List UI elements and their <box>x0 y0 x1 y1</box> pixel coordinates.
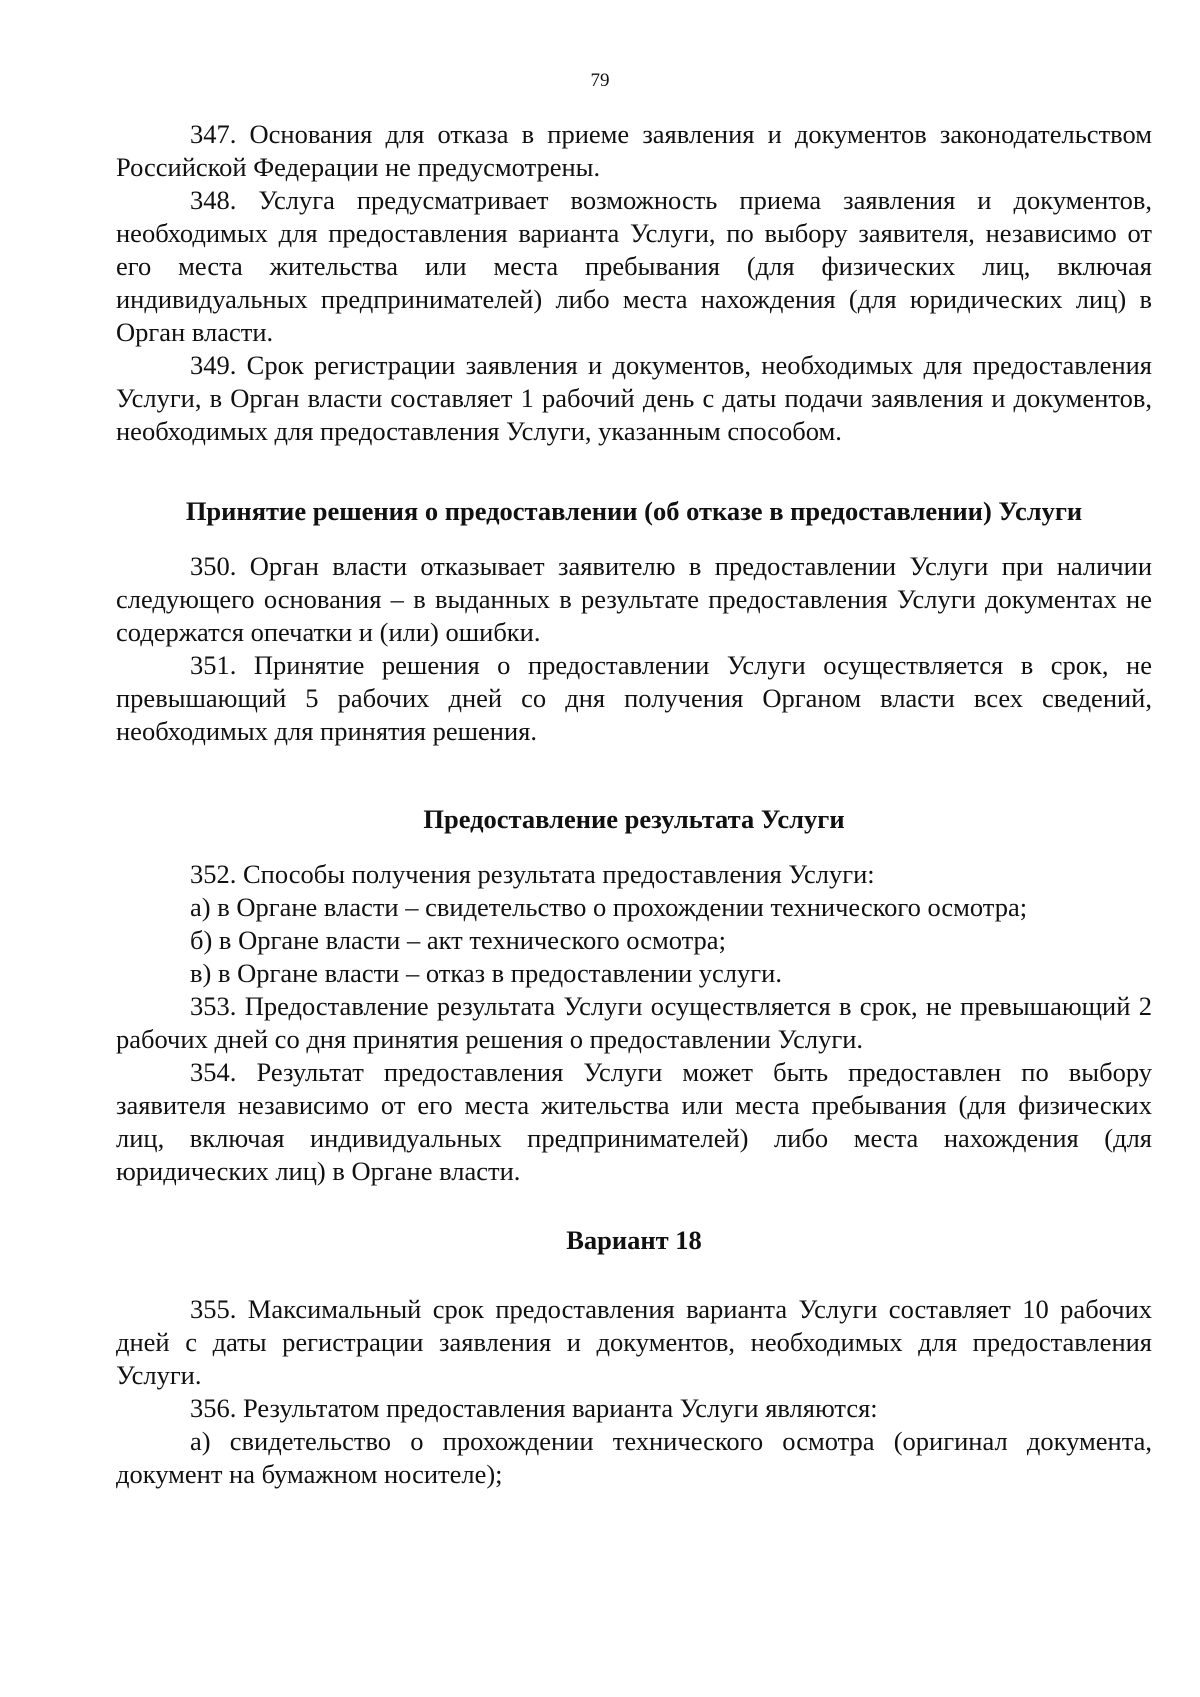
page-number: 79 <box>590 70 610 91</box>
list-item-356a: а) свидетельство о прохождении технического осмотра (оригинал документа, документ на бумажном носителе); <box>116 1426 1152 1489</box>
list-item-352b: б) в Органе власти – акт технического осмотра; <box>190 925 726 955</box>
section-heading-variant: Вариант 18 <box>566 1225 702 1255</box>
paragraph-353: 353. Предоставление результата Услуги осуществляется в срок, не превышающий 2 рабочих дней со дня принятия решения о предоставлении Услуги. <box>116 991 1152 1054</box>
document-body <box>116 118 1152 1491</box>
paragraph-356: 356. Результатом предоставления варианта Услуги являются: <box>190 1393 878 1423</box>
list-item-352a: а) в Органе власти – свидетельство о прохождении технического осмотра; <box>190 892 1028 922</box>
paragraph-349: 349. Срок регистрации заявления и документов, необходимых для предоставления Услуги, в Орган власти составляет 1 рабочий день с даты подачи заявления и документов, необходимых для предоставления Услуги, указанным способом. <box>116 350 1152 446</box>
paragraph-350: 350. Орган власти отказывает заявителю в предоставлении Услуги при наличии следующего основания – в выданных в результате предоставления Услуги документах не содержатся опечатки и (или) ошибки. <box>116 551 1152 647</box>
paragraph-347: 347. Основания для отказа в приеме заявления и документов законодательством Российской Федерации не предусмотрены. <box>116 119 1152 182</box>
section-heading-decision: Принятие решения о предоставлении (об отказе в предоставлении) Услуги <box>185 496 1083 526</box>
list-item-352c: в) в Органе власти – отказ в предоставлении услуги. <box>190 958 782 988</box>
paragraph-348: 348. Услуга предусматривает возможность приема заявления и документов, необходимых для предоставления варианта Услуги, по выбору заявителя, независимо от его места жительства или места пребывания (для физических лиц, включая индивидуальных предпринимателей) либо места нахождения (для юридических лиц) в Орган власти. <box>116 185 1152 347</box>
paragraph-355: 355. Максимальный срок предоставления варианта Услуги составляет 10 рабочих дней с даты регистрации заявления и документов, необходимых для предоставления Услуги. <box>116 1294 1152 1390</box>
paragraph-354: 354. Результат предоставления Услуги может быть предоставлен по выбору заявителя независимо от его места жительства или места пребывания (для физических лиц, включая индивидуальных предпринимателей) либо места нахождения (для юридических лиц) в Органе власти. <box>116 1057 1152 1186</box>
paragraph-352: 352. Способы получения результата предоставления Услуги: <box>190 859 875 889</box>
section-heading-result: Предоставление результата Услуги <box>423 804 845 834</box>
paragraph-351: 351. Принятие решения о предоставлении Услуги осуществляется в срок, не превышающий 5 рабочих дней со дня получения Органом власти всех сведений, необходимых для принятия решения. <box>116 650 1152 746</box>
